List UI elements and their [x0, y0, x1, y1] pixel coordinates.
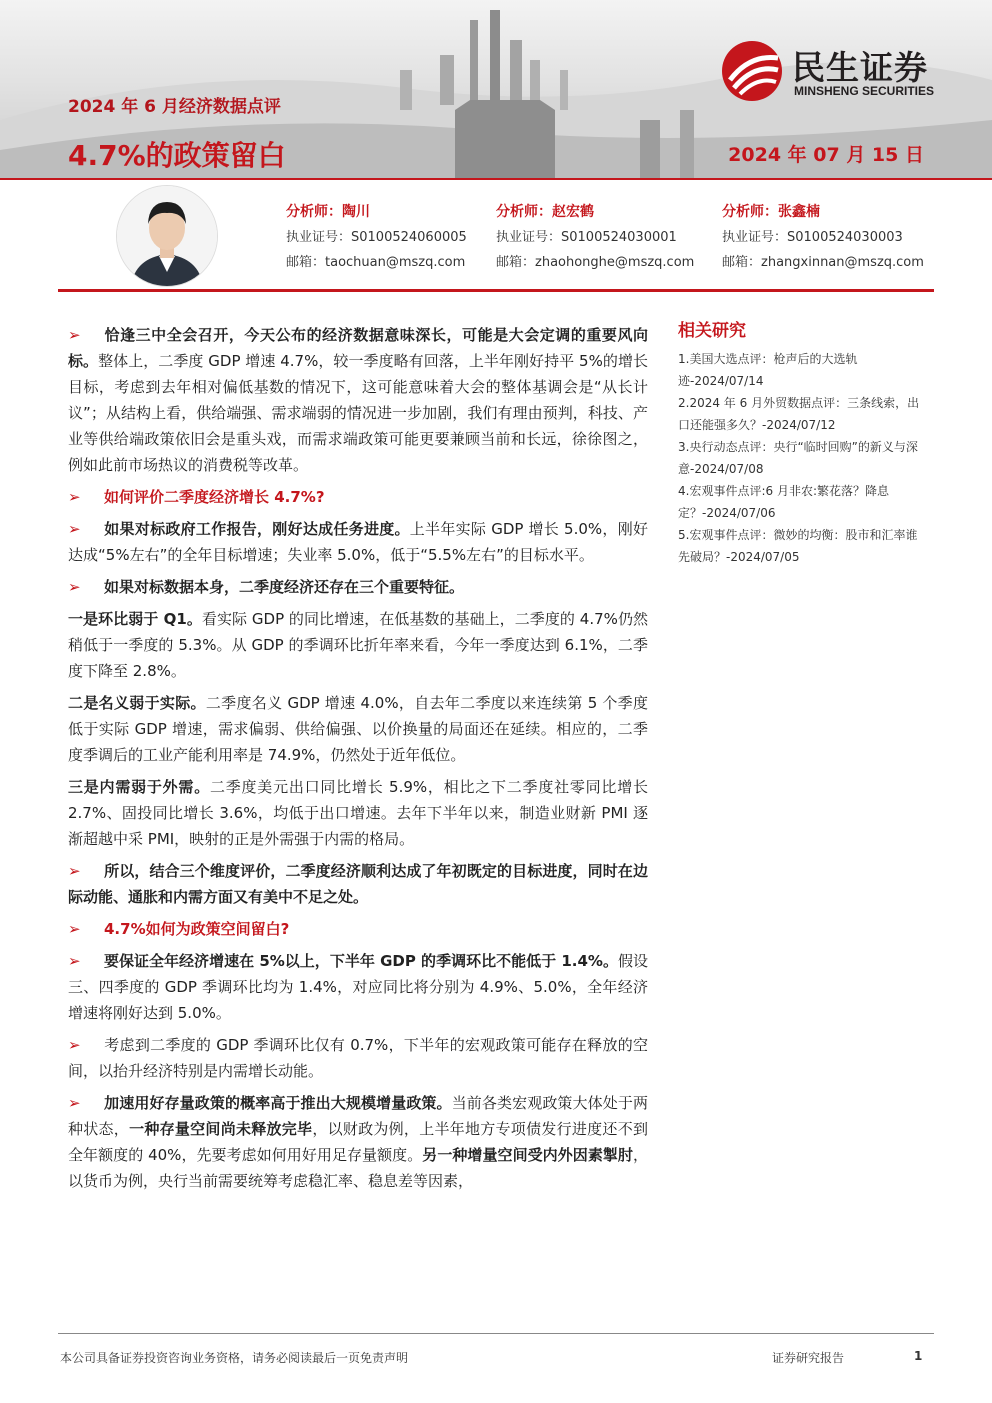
footer-divider: [58, 1333, 934, 1334]
paragraph: ➢ 考虑到二季度的 GDP 季调环比仅有 0.7%，下半年的宏观政策可能存在释放的空间，以抬升经济特别是内需增长动能。: [68, 1032, 648, 1084]
analyst-avatar: [116, 185, 218, 287]
paragraph: ➢ 加速用好存量政策的概率高于推出大规模增量政策。当前各类宏观政策大体处于两种状态，一种存量空间尚未释放完毕，以财政为例，上半年地方专项债发行进度还不到全年额度的 40%，先要考虑如何用好用足存量额度。另一种增量空间受内外因素掣肘，以货币为例，央行当前需要统筹考虑稳汇率、稳息差等因素，: [68, 1090, 648, 1194]
bullet-arrow-icon: ➢: [68, 1036, 81, 1054]
paragraph: ➢ 要保证全年经济增速在 5%以上，下半年 GDP 的季调环比不能低于 1.4%。假设三、四季度的 GDP 季调环比均为 1.4%，对应同比将分别为 4.9%、5.0%，全年经济增速将刚好达到 5.0%。: [68, 948, 648, 1026]
related-research-item[interactable]: 1.美国大选点评：枪声后的大选轨迹-2024/07/14: [678, 352, 858, 388]
analyst-email: 邮箱：zhangxinnan@mszq.com: [722, 255, 924, 270]
related-research: [678, 320, 928, 568]
bullet-arrow-icon: ➢: [68, 862, 81, 880]
footer-disclaimer: 本公司具备证券投资咨询业务资格，请务必阅读最后一页免责声明: [60, 1351, 409, 1365]
bullet-arrow-icon: ➢: [68, 952, 81, 970]
analyst-1: [286, 200, 467, 275]
analyst-name: 分析师：赵宏鹤: [496, 204, 594, 220]
person-portrait-icon: [117, 186, 217, 286]
report-title: 4.7%的政策留白: [68, 139, 286, 172]
related-research-item[interactable]: 2.2024 年 6 月外贸数据点评：三条线索，出口还能强多久？-2024/07/12: [678, 396, 920, 432]
report-body: [68, 322, 648, 1200]
paragraph: ➢ 恰逢三中全会召开，今天公布的经济数据意味深长，可能是大会定调的重要风向标。整体上，二季度 GDP 增速 4.7%，较一季度略有回落，上半年刚好持平 5%的增长目标，考虑到去年相对偏低基数的情况下，这可能意味着大会的整体基调会是“从长计议”；从结构上看，供给端强、需求端弱的情况进一步加剧，我们有理由预判，科技、产业等供给端政策依旧会是重头戏，而需求端政策可能更要兼顾当前和长远，徐徐图之，例如此前市场热议的消费税等改革。: [68, 322, 648, 478]
analyst-cert: 执业证号：S0100524030003: [722, 230, 903, 245]
related-research-title: 相关研究: [678, 321, 746, 341]
section-heading: ➢ 4.7%如何为政策空间留白?: [68, 916, 648, 942]
analyst-cert: 执业证号：S0100524030001: [496, 230, 677, 245]
bullet-arrow-icon: ➢: [68, 1094, 81, 1112]
bullet-arrow-icon: ➢: [68, 488, 81, 506]
bullet-arrow-icon: ➢: [68, 520, 81, 538]
paragraph: 一是环比弱于 Q1。看实际 GDP 的同比增速，在低基数的基础上，二季度的 4.7%仍然稍低于一季度的 5.3%。从 GDP 的季调环比折年率来看，今年一季度达到 6.1%，二季度下降至 2.8%。: [68, 610, 648, 680]
paragraph: ➢ 如果对标数据本身，二季度经济还存在三个重要特征。: [68, 574, 648, 600]
logo-cn-text: 民生证券: [792, 48, 928, 87]
analyst-2: [496, 200, 694, 275]
report-date: 2024 年 07 月 15 日: [728, 144, 924, 166]
minsheng-logo-icon: [720, 40, 786, 102]
paragraph: 二是名义弱于实际。二季度名义 GDP 增速 4.0%，自去年二季度以来连续第 5 个季度低于实际 GDP 增速，需求偏弱、供给偏强、以价换量的局面还在延续。相应的，二季度季调后的工业产能利用率是 74.9%，仍然处于近年低位。: [68, 694, 648, 764]
paragraph: ➢ 如果对标政府工作报告，刚好达成任务进度。上半年实际 GDP 增长 5.0%，刚好达成“5%左右”的全年目标增速；失业率 5.0%，低于“5.5%左右”的目标水平。: [68, 516, 648, 568]
company-logo: [720, 40, 970, 102]
footer-report-type: 证券研究报告: [772, 1351, 845, 1365]
bullet-arrow-icon: ➢: [68, 578, 81, 596]
analyst-3: [722, 200, 924, 275]
section-heading: ➢ 如何评价二季度经济增长 4.7%?: [68, 484, 648, 510]
analyst-email: 邮箱：zhaohonghe@mszq.com: [496, 255, 695, 270]
paragraph: ➢ 所以，结合三个维度评价，二季度经济顺利达成了年初既定的目标进度，同时在边际动能、通胀和内需方面又有美中不足之处。: [68, 858, 648, 910]
logo-en-text: MINSHENG SECURITIES: [794, 84, 935, 98]
analyst-name: 分析师：陶川: [286, 204, 370, 220]
bullet-arrow-icon: ➢: [68, 920, 81, 938]
related-research-item[interactable]: 5.宏观事件点评：微妙的均衡：股市和汇率谁先破局？-2024/07/05: [678, 528, 918, 564]
related-research-item[interactable]: 4.宏观事件点评:6 月非农:繁花落？降息定？-2024/07/06: [678, 484, 889, 520]
header-banner: [0, 0, 992, 180]
analyst-name: 分析师：张鑫楠: [722, 204, 820, 220]
page-number: 1: [914, 1349, 923, 1363]
related-research-item[interactable]: 3.央行动态点评：央行“临时回购”的新义与深意-2024/07/08: [678, 440, 918, 476]
paragraph: 三是内需弱于外需。二季度美元出口同比增长 5.9%，相比之下二季度社零同比增长 2.7%、固投同比增长 3.6%，均低于出口增速。去年下半年以来，制造业财新 PMI 逐渐超越中采 PMI，映射的正是外需强于内需的格局。: [68, 778, 648, 848]
report-series: 2024 年 6 月经济数据点评: [68, 97, 281, 117]
analyst-cert: 执业证号：S0100524060005: [286, 230, 467, 245]
bullet-arrow-icon: ➢: [68, 326, 81, 344]
section-divider: [58, 289, 934, 292]
analyst-email: 邮箱：taochuan@mszq.com: [286, 255, 466, 270]
